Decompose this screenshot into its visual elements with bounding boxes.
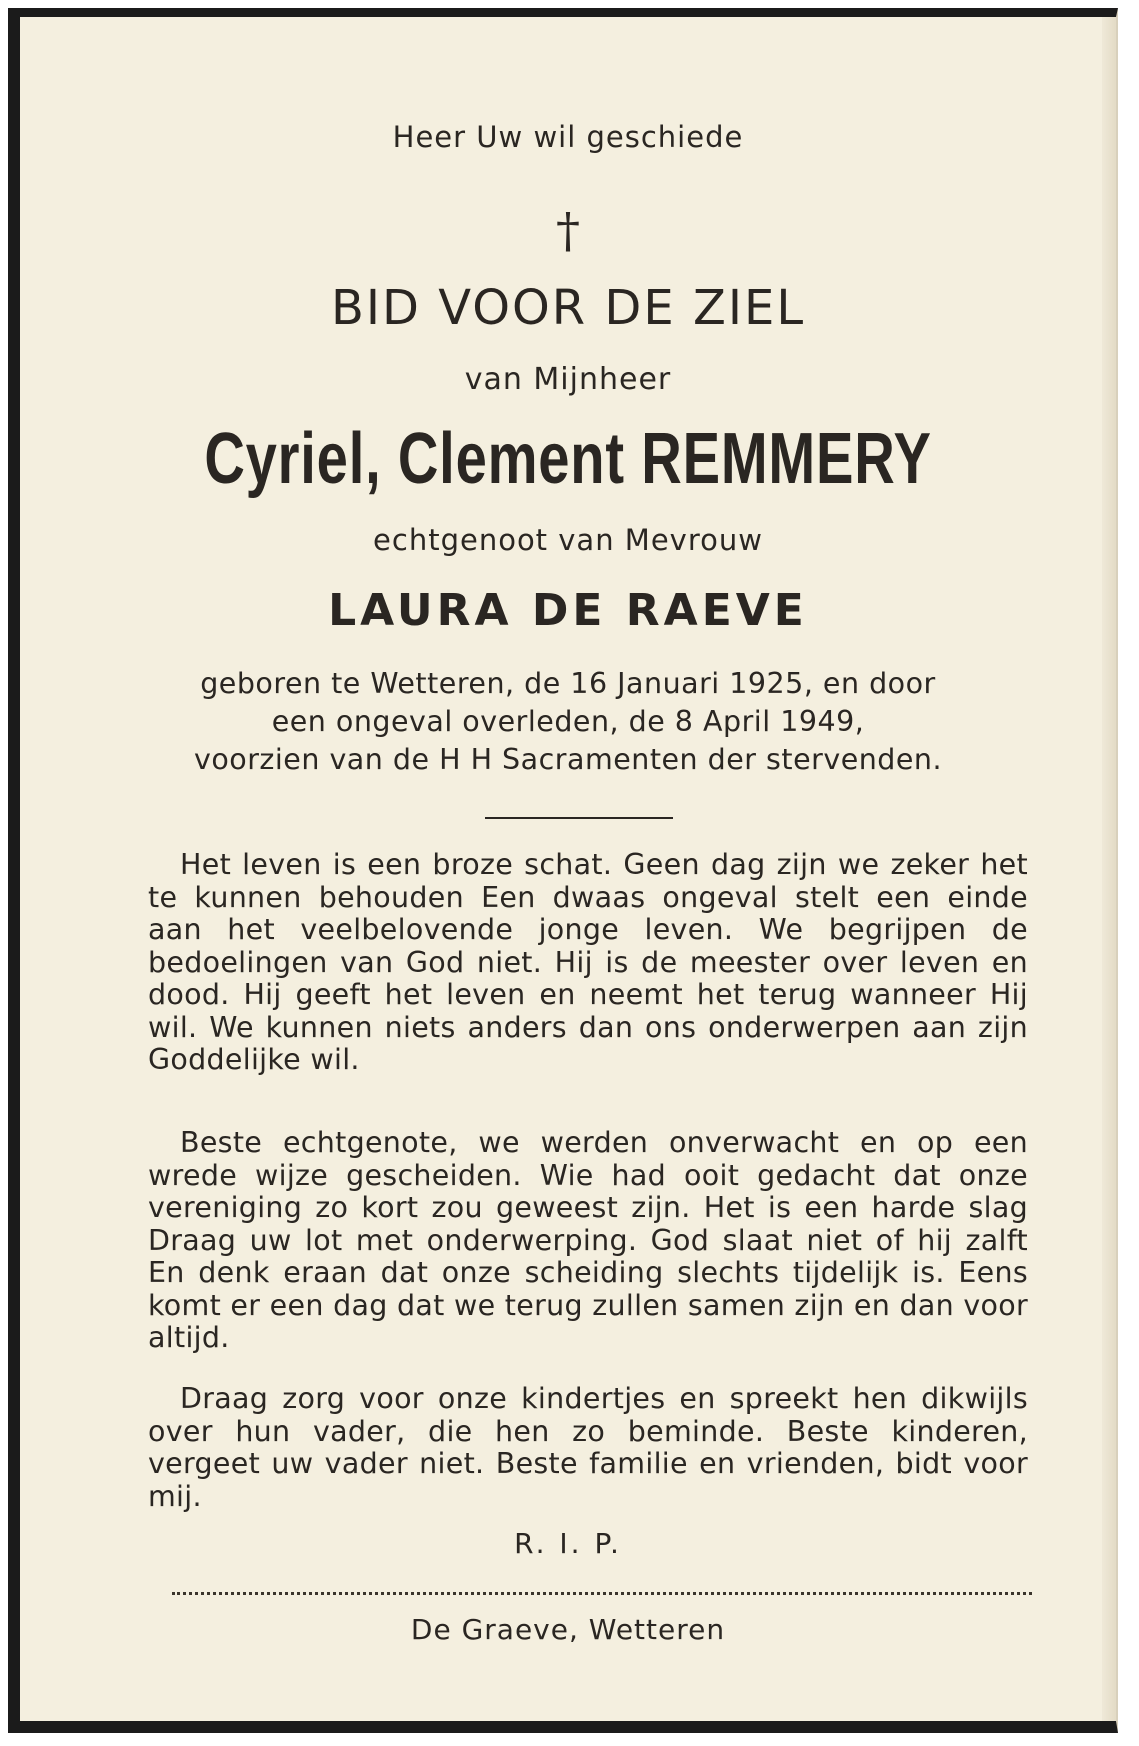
rip: R. I. P.	[514, 1527, 622, 1560]
card-edge	[1102, 17, 1116, 1721]
cross-icon: †	[556, 203, 580, 259]
memorial-card	[8, 8, 1118, 1733]
spouse-prefix: echtgenoot van Mevrouw	[373, 523, 763, 557]
title-prefix: van Mijnheer	[464, 362, 672, 397]
paragraph-2: Beste echtgenote, we werden onverwacht en op een wrede wijze gescheiden. Wie had ooit gedacht dat onze vereniging zo kort zou geweest zijn. Het is een harde slag Draag uw lot met onderwerping. God slaat niet of hij zalft En denk eraan dat onze scheiding slechts tijdelijk is. Eens komt er een dag dat we terug zullen samen zijn en dan voor altijd.	[148, 1126, 1028, 1354]
dates-line-3: voorzien van de H H Sacramenten der stervenden.	[193, 743, 943, 776]
life-dates	[20, 665, 1116, 779]
paragraph-3: Draag zorg voor onze kindertjes en spreekt hen dikwijls over hun vader, die hen zo beminde. Beste kinderen, vergeet uw vader niet. Beste familie en vrienden, bidt voor mij.	[148, 1382, 1028, 1513]
heading: BID VOOR DE ZIEL	[330, 280, 806, 336]
spouse-name: LAURA DE RAEVE	[328, 585, 808, 636]
divider	[485, 817, 673, 819]
dates-line-2: een ongeval overleden, de 8 April 1949,	[271, 705, 865, 738]
deceased-name: Cyriel, Clement REMMERY	[204, 419, 932, 499]
dotted-divider	[172, 1592, 1032, 1595]
dates-line-1: geboren te Wetteren, de 16 Januari 1925, en door	[200, 667, 936, 700]
printer-credit: De Graeve, Wetteren	[410, 1613, 726, 1646]
motto: Heer Uw wil geschiede	[392, 120, 744, 154]
paragraph-1: Het leven is een broze schat. Geen dag zijn we zeker het te kunnen behouden Een dwaas ongeval stelt een einde aan het veelbelovende jonge leven. We begrijpen de bedoelingen van God niet. Hij is de meester over leven en dood. Hij geeft het leven en neemt het terug wanneer Hij wil. We kunnen niets anders dan ons onderwerpen aan zijn Goddelijke wil.	[148, 848, 1028, 1076]
